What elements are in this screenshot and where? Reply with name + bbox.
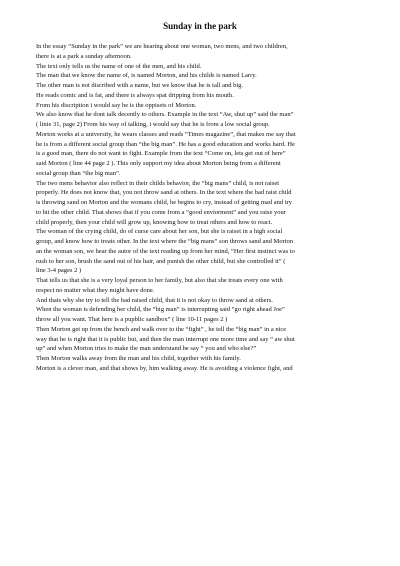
body-line: The two mens behavior also reflect in their childs behavior, the “big mans” child, is not raiset [36,179,280,187]
document-body [36,42,368,374]
body-line: way that he is right that it is public but, and then the man interrupt one more time and say “ aw shut [36,335,295,343]
document-title: Sunday in the park [163,21,237,31]
body-line: he is from a different social group than “the big man”. He has a good education and works hard. He [36,140,295,148]
body-line: He reads comic and is fat, and there is always spat dripping from his mouth. [36,91,234,99]
body-line: social group than “the big man”. [36,169,121,177]
body-line: there is at a park a sunday afternoon. [36,52,132,60]
body-line: Then Morton get up from the bench and walk over to the “fight” , he tell the “big man” in a nice [36,325,287,333]
body-line: up” and when Morton tries to make the man understand he say “ you and who else?” [36,345,257,353]
body-line: From his discription i would say he is the oppisets of Morton. [36,101,197,109]
body-line: ( linie 31, page 2) From his way of talking, i would say that he is from a low social group. [36,121,270,128]
body-line: rush to her son, brush the sand out of his hair, and punish the other child, but she controlled it” ( [36,257,286,265]
body-line: Then Morton walks away from the man and his child, together with his family. [36,355,241,362]
body-line: In the essay “Sunday in the park” we are hearing about one woman, two mens, and two children, [36,43,288,50]
body-line: The text only tells us the name of one of the men, and his child. [36,62,202,70]
body-line: said Morton ( line 44 page 2 ). This only support my idea about Morton being from a different [36,160,281,167]
body-line: We also know that he dont talk decently to others. Example in the text “Aw, shut up” said the man” [36,111,294,119]
body-line: an the woman son, we hear the autor of the text reading up from her mind, “Her first instinct was to [36,247,295,255]
body-line: throw all you want. That here is a pupblic sandbox” ( line 10-11 pages 2 ) [36,316,228,323]
body-line: to hit the other child. That shows that if you come from a “good enviorment” and you raise your [36,208,286,216]
body-line: respect no matter what they might have done. [36,286,155,294]
body-line: group, and know how to treats other. In the text where the “big mans” son throws sand and Morton [36,238,294,245]
body-line: child properly, then your child will grow up, knowing how to treat others and how to react. [36,218,273,226]
body-line: And thats why she try to tell the bad raised child, that it is not okay to throw sand at others. [36,296,273,304]
body-line: is a good man, there do not want to fight. Example from the text “Come on, lets get out of here” [36,150,286,158]
body-line: line 3-4 pages 2 ) [36,267,82,275]
body-line: That tells us that she is a very loyal person to her family, but also that she treats every one with [36,277,283,284]
body-line: The man that we know the name of, is named Morton, and his childs is named Larry. [36,72,257,80]
body-line: When the woman is defending her child, the “big man” is interrupting said “go right ahead Joe” [36,306,285,314]
body-line: The other man is not discribed with a name, but we know that he is tall and big. [36,82,244,89]
body-line: Morton is a clever man, and that shows by, him walking away. He is avoiding a violence fight, and [36,364,293,372]
body-line: properly. He does not know that, you not throw sand at others. In the text where the bad raist child [36,189,292,197]
body-line: The woman of the crying child, do of curse care about her son, but she is raiset in a high social [36,228,283,236]
body-line: Morton works at a university, he wears classes and reads “Times magazine”, that makes me say that [36,130,296,138]
body-line: is throwing sand on Morton and the womans child, he begins to cry, instead of getting mad and try [36,199,292,206]
